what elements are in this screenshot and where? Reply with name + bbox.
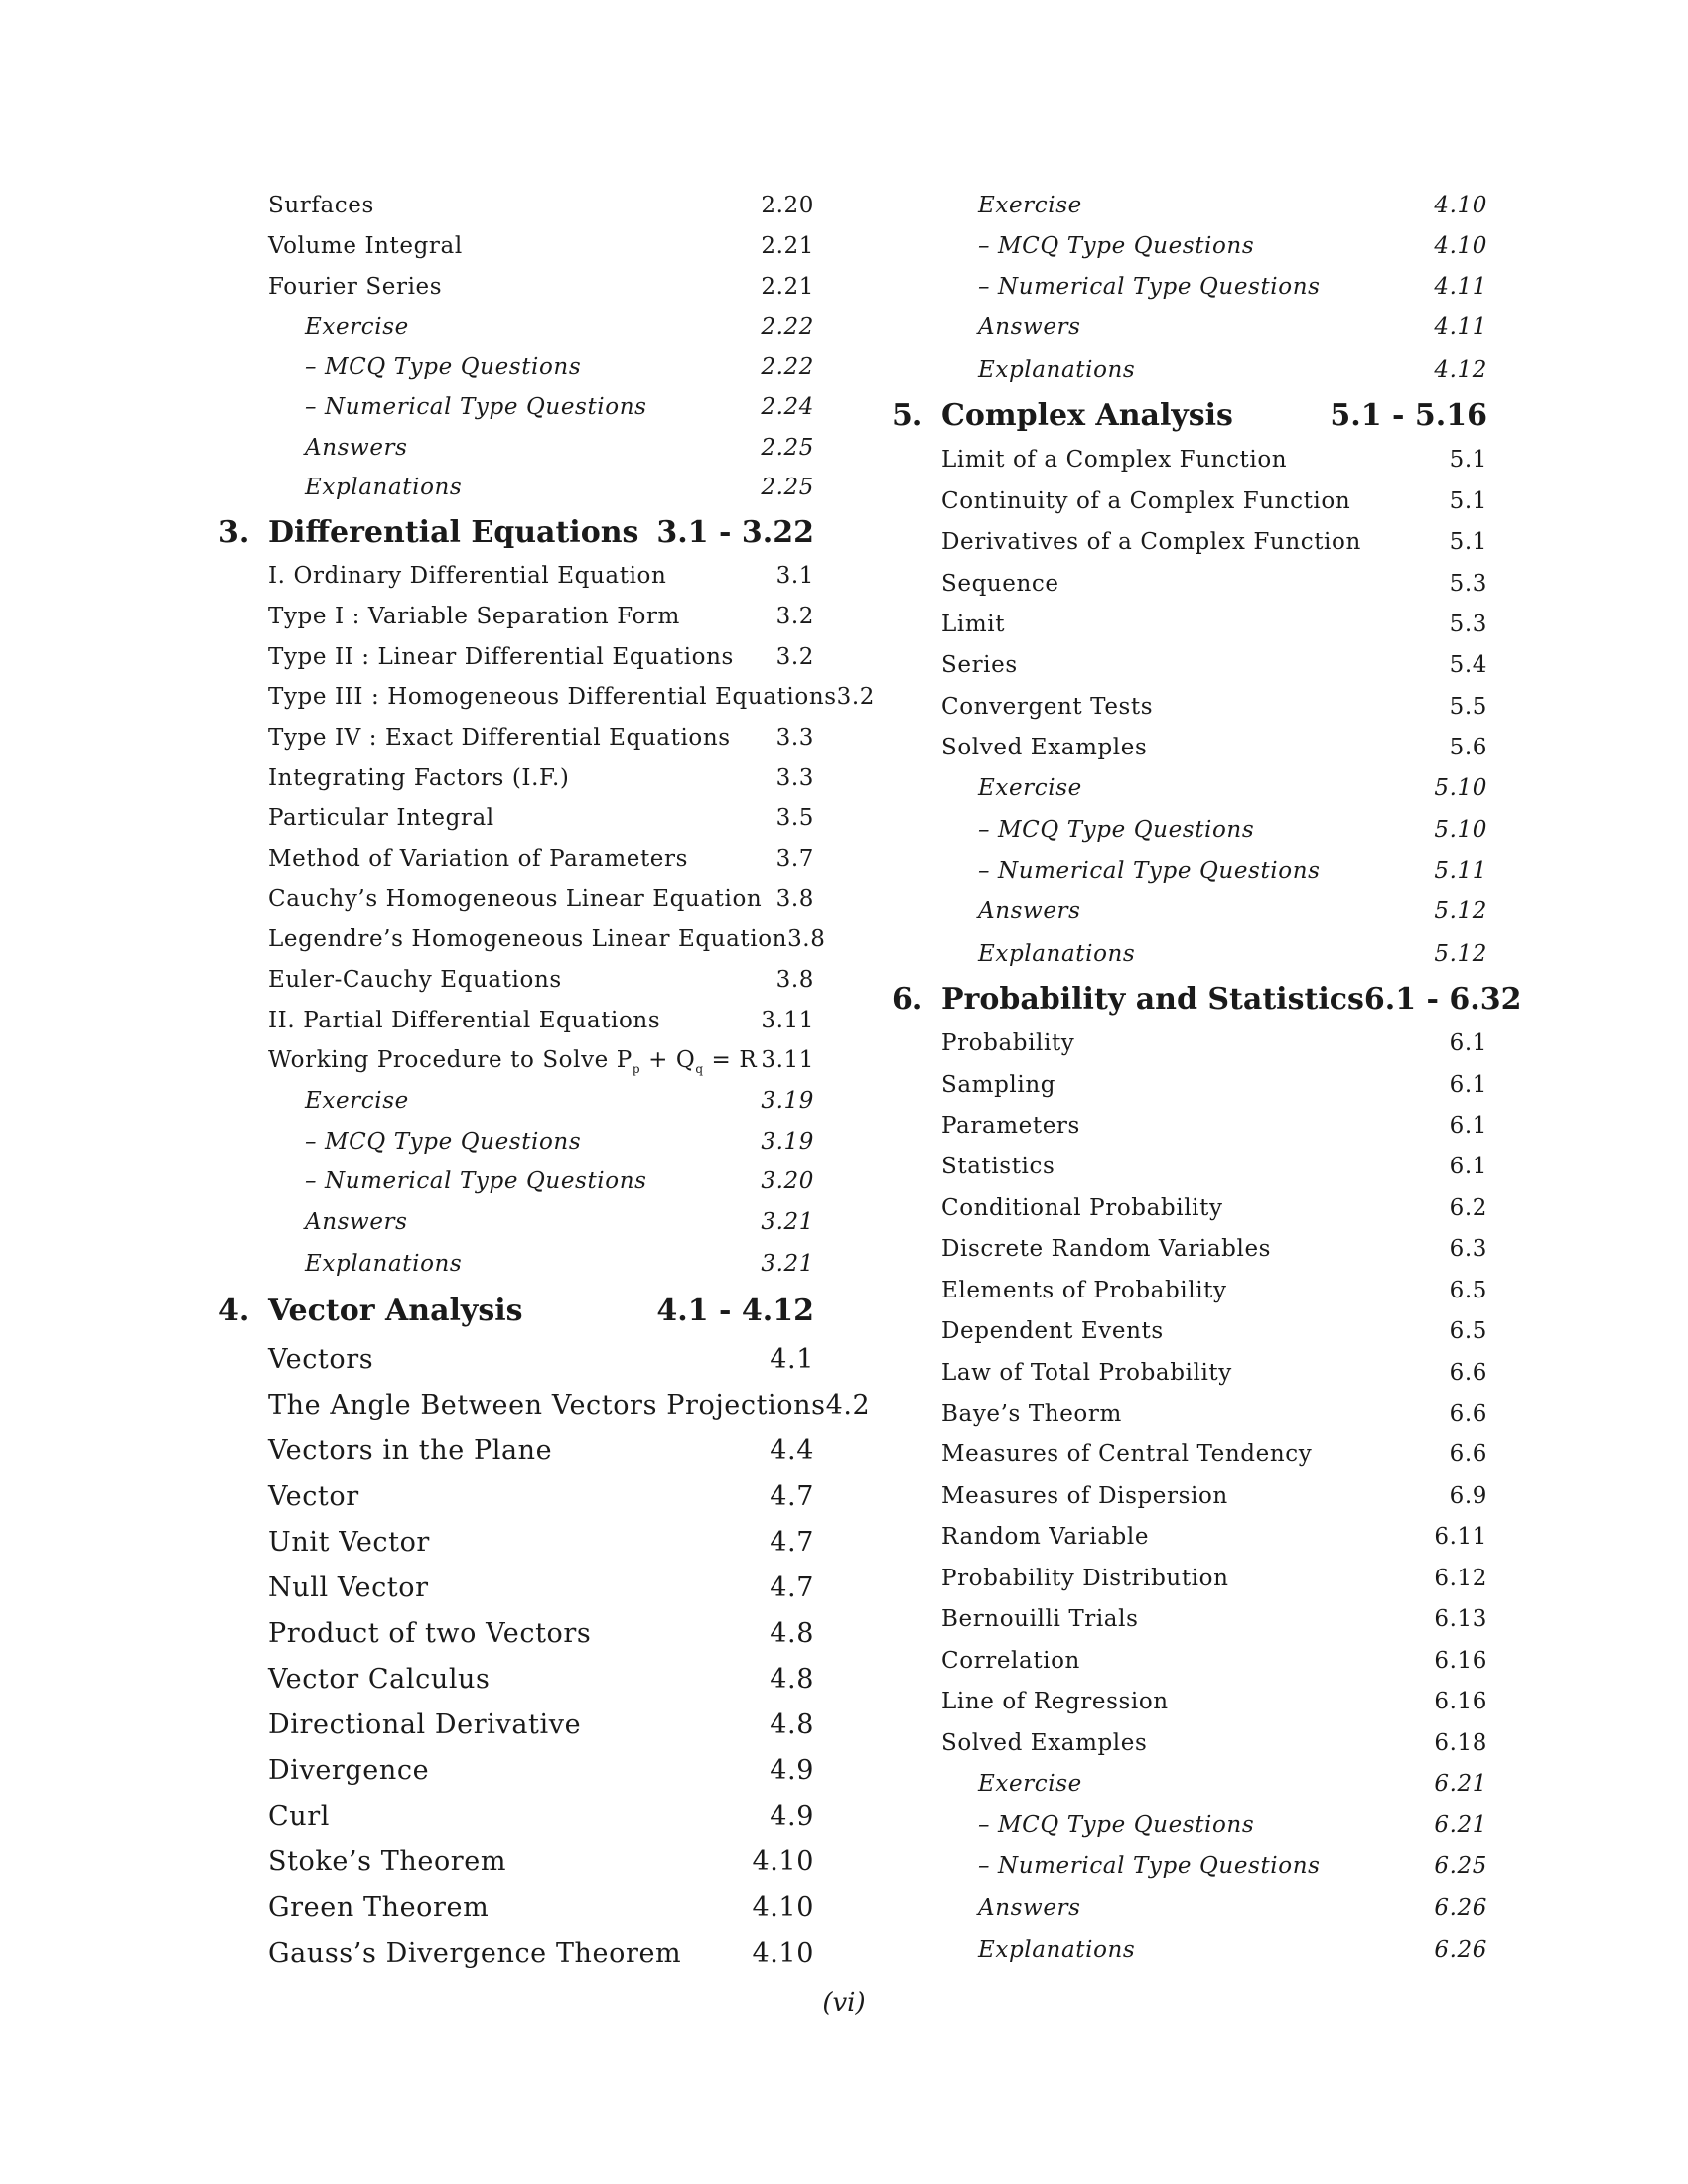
entry-title: Convergent Tests (941, 694, 1154, 720)
entry-title: Exercise (978, 1771, 1082, 1797)
entry-title: Elements of Probability (941, 1278, 1227, 1303)
entry-title: Correlation (941, 1648, 1080, 1674)
toc-entry (268, 1481, 814, 1512)
toc-subentry (978, 233, 1487, 259)
toc-entry (941, 735, 1487, 760)
toc-entry (268, 846, 814, 872)
entry-title: Derivatives of a Complex Function (941, 529, 1361, 555)
entry-title: Volume Integral (268, 233, 463, 259)
entry-page-number: 6.1 (1449, 1113, 1487, 1139)
toc-subentry (978, 1771, 1487, 1797)
entry-title: Solved Examples (941, 735, 1148, 760)
toc-entry (268, 193, 814, 218)
entry-page-number: 4.11 (1434, 274, 1487, 300)
entry-page-number: 5.10 (1434, 817, 1487, 843)
entry-page-number: 5.11 (1434, 858, 1487, 884)
entry-page-number: 6.18 (1434, 1730, 1487, 1756)
entry-page-number: 3.8 (775, 887, 814, 912)
entry-page-number: 4.7 (770, 1481, 814, 1512)
entry-title: Explanations (305, 1251, 463, 1277)
toc-subentry (978, 314, 1487, 340)
entry-title: Method of Variation of Parameters (268, 846, 689, 872)
toc-entry (268, 1846, 814, 1877)
entry-page-number: 3.5 (775, 805, 814, 831)
entry-page-number: 6.21 (1434, 1812, 1487, 1838)
entry-page-number: 6.1 (1449, 1154, 1487, 1179)
toc-entry (941, 1278, 1487, 1303)
toc-subentry (978, 193, 1487, 218)
entry-page-number: 4.10 (752, 1892, 814, 1923)
entry-title: Answers (305, 435, 408, 461)
entry-page-number: 2.20 (761, 193, 814, 218)
toc-entry (941, 1689, 1487, 1714)
entry-title (268, 1047, 757, 1076)
entry-page-number: 6.16 (1434, 1689, 1487, 1714)
entry-title: Vector (268, 1481, 359, 1512)
entry-page-number: 5.5 (1449, 694, 1487, 720)
entry-title: – MCQ Type Questions (305, 354, 582, 380)
toc-entry (268, 1618, 814, 1649)
toc-entry (941, 1236, 1487, 1262)
toc-subentry (305, 354, 814, 380)
entry-page-number: 6.6 (1449, 1360, 1487, 1386)
toc-entry (941, 1483, 1487, 1509)
toc-entry (268, 1527, 814, 1558)
entry-page-number: 5.3 (1449, 571, 1487, 597)
entry-page-number: 4.8 (770, 1664, 814, 1695)
entry-title: Series (941, 652, 1018, 678)
entry-title: Answers (978, 898, 1081, 924)
toc-entry (268, 765, 814, 791)
entry-page-number: 4.10 (1434, 193, 1487, 218)
entry-page-number: 3.8 (775, 967, 814, 993)
entry-page-number: 6.6 (1449, 1401, 1487, 1427)
toc-entry (268, 805, 814, 831)
entry-title: Sampling (941, 1072, 1056, 1098)
entry-title: Limit of a Complex Function (941, 447, 1288, 473)
entry-title: Integrating Factors (I.F.) (268, 765, 570, 791)
entry-page-number: 4.8 (770, 1618, 814, 1649)
entry-page-number: 4.2 (825, 1390, 871, 1421)
entry-page-number: 4.9 (770, 1755, 814, 1786)
toc-entry (268, 1801, 814, 1832)
toc-entry (941, 1566, 1487, 1591)
toc-entry (268, 1047, 814, 1076)
toc-subentry (305, 1209, 814, 1235)
entry-page-number: 5.1 (1449, 447, 1487, 473)
entry-page-number: 4.10 (1434, 233, 1487, 259)
entry-title: Green Theorem (268, 1892, 490, 1923)
toc-entry (941, 1360, 1487, 1386)
entry-title: Answers (305, 1209, 408, 1235)
entry-title: Directional Derivative (268, 1709, 582, 1740)
toc-subentry (978, 775, 1487, 801)
entry-page-number: 3.2 (775, 604, 814, 629)
entry-title: Exercise (978, 775, 1082, 801)
entry-title: Type III : Homogeneous Differential Equations (268, 684, 837, 710)
toc-entry (268, 1938, 814, 1969)
toc-entry (941, 1072, 1487, 1098)
entry-page-number: 4.12 (1434, 357, 1487, 383)
entry-title: Euler-Cauchy Equations (268, 967, 562, 993)
toc-subentry (305, 394, 814, 420)
toc-subentry (978, 357, 1487, 383)
entry-title: Statistics (941, 1154, 1055, 1179)
toc-entry (268, 1755, 814, 1786)
toc-entry (941, 488, 1487, 514)
entry-title-part: q (695, 1062, 704, 1076)
entry-page-number: 6.21 (1434, 1771, 1487, 1797)
entry-title: Type IV : Exact Differential Equations (268, 725, 731, 751)
entry-title: Dependent Events (941, 1318, 1164, 1344)
toc-subentry (305, 1129, 814, 1155)
toc-subentry (978, 1937, 1487, 1963)
entry-title: Type II : Linear Differential Equations (268, 644, 734, 670)
toc-subentry (305, 1251, 814, 1277)
entry-page-number: 4.7 (770, 1572, 814, 1603)
toc-entry (268, 644, 814, 670)
toc-entry (941, 652, 1487, 678)
toc-entry (941, 1318, 1487, 1344)
entry-title: – MCQ Type Questions (978, 1812, 1255, 1838)
entry-title: Explanations (305, 475, 463, 500)
entry-title: Probability Distribution (941, 1566, 1229, 1591)
toc-entry (941, 1195, 1487, 1221)
toc-entry (941, 529, 1487, 555)
entry-page-number: 6.6 (1449, 1441, 1487, 1467)
entry-title-part: Working Procedure to Solve P (268, 1047, 633, 1073)
entry-page-number: 2.24 (761, 394, 814, 420)
entry-title: Curl (268, 1801, 330, 1832)
entry-page-number: 6.26 (1434, 1895, 1487, 1921)
chapter-title: Complex Analysis (941, 398, 1233, 433)
entry-page-number: 6.2 (1449, 1195, 1487, 1221)
entry-title: Surfaces (268, 193, 374, 218)
entry-title: Product of two Vectors (268, 1618, 592, 1649)
entry-title: – MCQ Type Questions (305, 1129, 582, 1155)
entry-title: Random Variable (941, 1524, 1150, 1550)
entry-title: Limit (941, 612, 1006, 637)
toc-entry (268, 1892, 814, 1923)
entry-page-number: 3.21 (761, 1209, 814, 1235)
entry-page-number: 2.22 (761, 354, 814, 380)
toc-subentry (305, 314, 814, 340)
chapter-page-range: 5.1 - 5.16 (1330, 398, 1487, 433)
toc-entry (941, 694, 1487, 720)
entry-title: Explanations (978, 1937, 1136, 1963)
entry-title: The Angle Between Vectors Projections (268, 1390, 826, 1421)
toc-entry (941, 1648, 1487, 1674)
entry-page-number: 5.3 (1449, 612, 1487, 637)
entry-title: Fourier Series (268, 274, 443, 300)
entry-page-number: 2.22 (761, 314, 814, 340)
toc-entry (268, 926, 826, 952)
chapter-heading (892, 982, 1522, 1017)
entry-title-part: = R (703, 1047, 758, 1073)
entry-title: Continuity of a Complex Function (941, 488, 1351, 514)
entry-title: Probability (941, 1030, 1075, 1056)
toc-entry (268, 604, 814, 629)
chapter-number: 5. (892, 398, 923, 433)
entry-title: Vectors in the Plane (268, 1435, 553, 1466)
entry-page-number: 6.3 (1449, 1236, 1487, 1262)
entry-page-number: 3.11 (761, 1008, 814, 1033)
entry-page-number: 4.10 (752, 1846, 814, 1877)
entry-page-number: 3.19 (761, 1129, 814, 1155)
entry-page-number: 3.11 (761, 1047, 814, 1073)
entry-page-number: 3.2 (836, 684, 876, 710)
entry-title: Law of Total Probability (941, 1360, 1232, 1386)
entry-title: Sequence (941, 571, 1059, 597)
entry-page-number: 6.13 (1434, 1606, 1487, 1632)
toc-entry (941, 612, 1487, 637)
entry-title: Explanations (978, 357, 1136, 383)
chapter-number: 3. (218, 515, 250, 550)
toc-subentry (978, 858, 1487, 884)
chapter-number: 4. (218, 1294, 250, 1328)
entry-page-number: 2.21 (761, 233, 814, 259)
entry-title: – Numerical Type Questions (978, 274, 1321, 300)
entry-title: Vector Calculus (268, 1664, 491, 1695)
entry-title: Exercise (305, 314, 409, 340)
toc-entry (268, 967, 814, 993)
entry-title: Answers (978, 314, 1081, 340)
entry-title: Legendre’s Homogeneous Linear Equation (268, 926, 788, 952)
entry-page-number: 5.1 (1449, 488, 1487, 514)
toc-entry (941, 1113, 1487, 1139)
entry-page-number: 6.1 (1449, 1030, 1487, 1056)
entry-title: Divergence (268, 1755, 430, 1786)
entry-page-number: 6.5 (1449, 1318, 1487, 1344)
toc-entry (268, 887, 814, 912)
toc-entry (268, 684, 876, 710)
entry-title: Type I : Variable Separation Form (268, 604, 680, 629)
toc-entry (268, 563, 814, 589)
toc-subentry (978, 1853, 1487, 1879)
entry-page-number: 4.9 (770, 1801, 814, 1832)
entry-title: Parameters (941, 1113, 1080, 1139)
entry-page-number: 3.2 (775, 644, 814, 670)
entry-page-number: 3.1 (775, 563, 814, 589)
entry-page-number: 2.21 (761, 274, 814, 300)
entry-title: Vectors (268, 1344, 374, 1375)
entry-title: Conditional Probability (941, 1195, 1223, 1221)
entry-title: Line of Regression (941, 1689, 1169, 1714)
toc-subentry (305, 475, 814, 500)
entry-page-number: 5.1 (1449, 529, 1487, 555)
chapter-number: 6. (892, 982, 923, 1017)
toc-subentry (305, 1088, 814, 1114)
entry-title: Gauss’s Divergence Theorem (268, 1938, 682, 1969)
chapter-heading (218, 515, 814, 550)
toc-entry (268, 233, 814, 259)
entry-page-number: 3.3 (775, 765, 814, 791)
toc-subentry (978, 274, 1487, 300)
entry-title: Discrete Random Variables (941, 1236, 1272, 1262)
toc-entry (941, 571, 1487, 597)
entry-title: Exercise (305, 1088, 409, 1114)
entry-title: Exercise (978, 193, 1082, 218)
entry-page-number: 3.20 (761, 1168, 814, 1194)
toc-entry (268, 1435, 814, 1466)
entry-page-number: 3.21 (761, 1251, 814, 1277)
toc-subentry (978, 1812, 1487, 1838)
entry-page-number: 5.4 (1449, 652, 1487, 678)
toc-entry (268, 1572, 814, 1603)
toc-subentry (978, 941, 1487, 967)
entry-title: Answers (978, 1895, 1081, 1921)
toc-entry (941, 1606, 1487, 1632)
entry-page-number: 6.5 (1449, 1278, 1487, 1303)
entry-page-number: 3.3 (775, 725, 814, 751)
entry-title: – MCQ Type Questions (978, 233, 1255, 259)
chapter-title: Vector Analysis (268, 1294, 523, 1328)
entry-title: Explanations (978, 941, 1136, 967)
entry-title: Stoke’s Theorem (268, 1846, 507, 1877)
entry-page-number: 4.4 (770, 1435, 814, 1466)
entry-page-number: 2.25 (761, 475, 814, 500)
entry-title: Unit Vector (268, 1527, 430, 1558)
entry-page-number: 5.12 (1434, 941, 1487, 967)
entry-title: – Numerical Type Questions (978, 1853, 1321, 1879)
entry-title-part: + Q (640, 1047, 696, 1073)
entry-page-number: 4.8 (770, 1709, 814, 1740)
page-folio: (vi) (822, 1988, 866, 2018)
entry-page-number: 5.6 (1449, 735, 1487, 760)
entry-page-number: 3.8 (787, 926, 826, 952)
toc-entry (941, 447, 1487, 473)
chapter-page-range: 6.1 - 6.32 (1363, 982, 1522, 1017)
entry-page-number: 6.26 (1434, 1937, 1487, 1963)
entry-page-number: 4.7 (770, 1527, 814, 1558)
toc-entry (941, 1441, 1487, 1467)
entry-page-number: 4.11 (1434, 314, 1487, 340)
entry-title: – MCQ Type Questions (978, 817, 1255, 843)
entry-title: I. Ordinary Differential Equation (268, 563, 667, 589)
entry-page-number: 6.25 (1434, 1853, 1487, 1879)
chapter-page-range: 4.1 - 4.12 (656, 1294, 814, 1328)
toc-subentry (978, 898, 1487, 924)
toc-entry (268, 725, 814, 751)
entry-title: II. Partial Differential Equations (268, 1008, 661, 1033)
entry-title: Particular Integral (268, 805, 494, 831)
entry-title: – Numerical Type Questions (978, 858, 1321, 884)
entry-page-number: 4.10 (752, 1938, 814, 1969)
entry-page-number: 5.12 (1434, 898, 1487, 924)
chapter-title: Differential Equations (268, 515, 639, 550)
entry-title: Null Vector (268, 1572, 429, 1603)
entry-page-number: 6.1 (1449, 1072, 1487, 1098)
entry-title: Bernouilli Trials (941, 1606, 1139, 1632)
entry-page-number: 4.1 (770, 1344, 814, 1375)
entry-page-number: 6.11 (1434, 1524, 1487, 1550)
toc-subentry (978, 1895, 1487, 1921)
entry-title: – Numerical Type Questions (305, 394, 647, 420)
toc-entry (268, 1008, 814, 1033)
toc-entry (268, 274, 814, 300)
chapter-heading (218, 1294, 814, 1328)
toc-subentry (978, 817, 1487, 843)
chapter-heading (892, 398, 1487, 433)
entry-title: Solved Examples (941, 1730, 1148, 1756)
entry-page-number: 5.10 (1434, 775, 1487, 801)
toc-entry (941, 1401, 1487, 1427)
toc-entry (268, 1709, 814, 1740)
toc-subentry (305, 1168, 814, 1194)
toc-entry (941, 1730, 1487, 1756)
entry-page-number: 3.7 (775, 846, 814, 872)
toc-entry (941, 1154, 1487, 1179)
toc-entry (941, 1524, 1487, 1550)
toc-entry (268, 1664, 814, 1695)
entry-title: Cauchy’s Homogeneous Linear Equation (268, 887, 763, 912)
entry-title: Measures of Central Tendency (941, 1441, 1313, 1467)
toc-entry (941, 1030, 1487, 1056)
entry-title: Baye’s Theorm (941, 1401, 1122, 1427)
entry-title-part: p (632, 1062, 641, 1076)
chapter-title: Probability and Statistics (941, 982, 1364, 1017)
entry-page-number: 6.16 (1434, 1648, 1487, 1674)
toc-subentry (305, 435, 814, 461)
toc-entry (268, 1390, 871, 1421)
entry-page-number: 6.9 (1449, 1483, 1487, 1509)
entry-page-number: 2.25 (761, 435, 814, 461)
entry-title: – Numerical Type Questions (305, 1168, 647, 1194)
chapter-page-range: 3.1 - 3.22 (656, 515, 814, 550)
entry-title: Measures of Dispersion (941, 1483, 1228, 1509)
entry-page-number: 6.12 (1434, 1566, 1487, 1591)
toc-entry (268, 1344, 814, 1375)
entry-page-number: 3.19 (761, 1088, 814, 1114)
